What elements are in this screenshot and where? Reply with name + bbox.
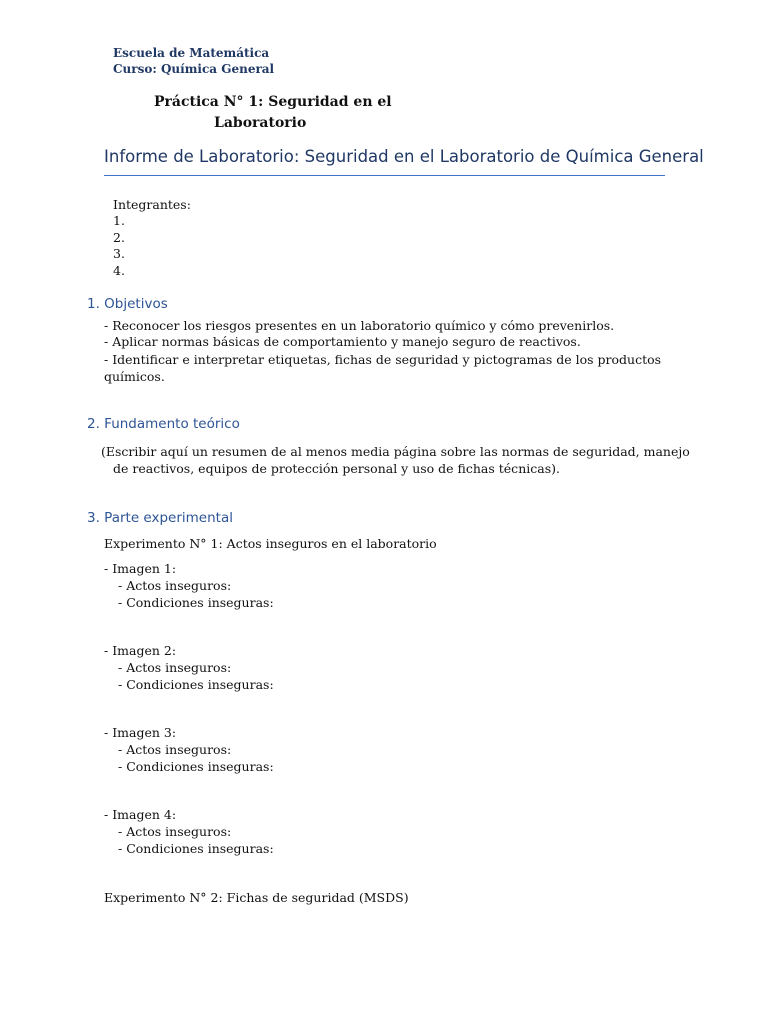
theory-line: de reactivos, equipos de protección personal y uso de fichas técnicas).	[113, 461, 560, 476]
member-item: 4.	[113, 263, 125, 278]
image-2-title: - Imagen 2:	[104, 643, 177, 658]
image-2-acts: - Actos inseguros:	[118, 660, 232, 675]
members-label: Integrantes:	[113, 197, 191, 212]
member-item: 2.	[113, 230, 125, 245]
theory-heading: 2. Fundamento teórico	[87, 416, 240, 432]
image-1-conditions: - Condiciones inseguras:	[118, 595, 274, 610]
image-3-conditions: - Condiciones inseguras:	[118, 759, 274, 774]
objective-item: - Aplicar normas básicas de comportamiento y manejo seguro de reactivos.	[104, 334, 581, 349]
report-title: Informe de Laboratorio: Seguridad en el Laboratorio de Química General	[104, 147, 704, 166]
objectives-heading: 1. Objetivos	[87, 296, 168, 312]
image-4-conditions: - Condiciones inseguras:	[118, 841, 274, 856]
member-item: 3.	[113, 246, 125, 261]
theory-line: (Escribir aquí un resumen de al menos media página sobre las normas de seguridad, manejo	[101, 444, 690, 459]
experimental-heading: 3. Parte experimental	[87, 510, 233, 526]
objective-item: - Reconocer los riesgos presentes en un laboratorio químico y cómo prevenirlos.	[104, 318, 615, 333]
image-1-title: - Imagen 1:	[104, 561, 177, 576]
experiment-1-title: Experimento N° 1: Actos inseguros en el laboratorio	[104, 536, 437, 551]
image-3-title: - Imagen 3:	[104, 725, 177, 740]
experiment-2-title: Experimento N° 2: Fichas de seguridad (MSDS)	[104, 890, 409, 905]
title-rule	[104, 175, 665, 176]
image-3-acts: - Actos inseguros:	[118, 742, 232, 757]
image-1-acts: - Actos inseguros:	[118, 578, 232, 593]
image-2-conditions: - Condiciones inseguras:	[118, 677, 274, 692]
objective-item-continuation: químicos.	[104, 369, 165, 384]
practice-title-line1: Práctica N° 1: Seguridad en el	[154, 94, 392, 110]
course-name: Curso: Química General	[113, 62, 275, 76]
practice-title-line2: Laboratorio	[214, 115, 307, 131]
objective-item: - Identificar e interpretar etiquetas, fichas de seguridad y pictogramas de los productos	[104, 352, 662, 367]
image-4-acts: - Actos inseguros:	[118, 824, 232, 839]
school-name: Escuela de Matemática	[113, 46, 270, 60]
image-4-title: - Imagen 4:	[104, 807, 177, 822]
member-item: 1.	[113, 213, 125, 228]
